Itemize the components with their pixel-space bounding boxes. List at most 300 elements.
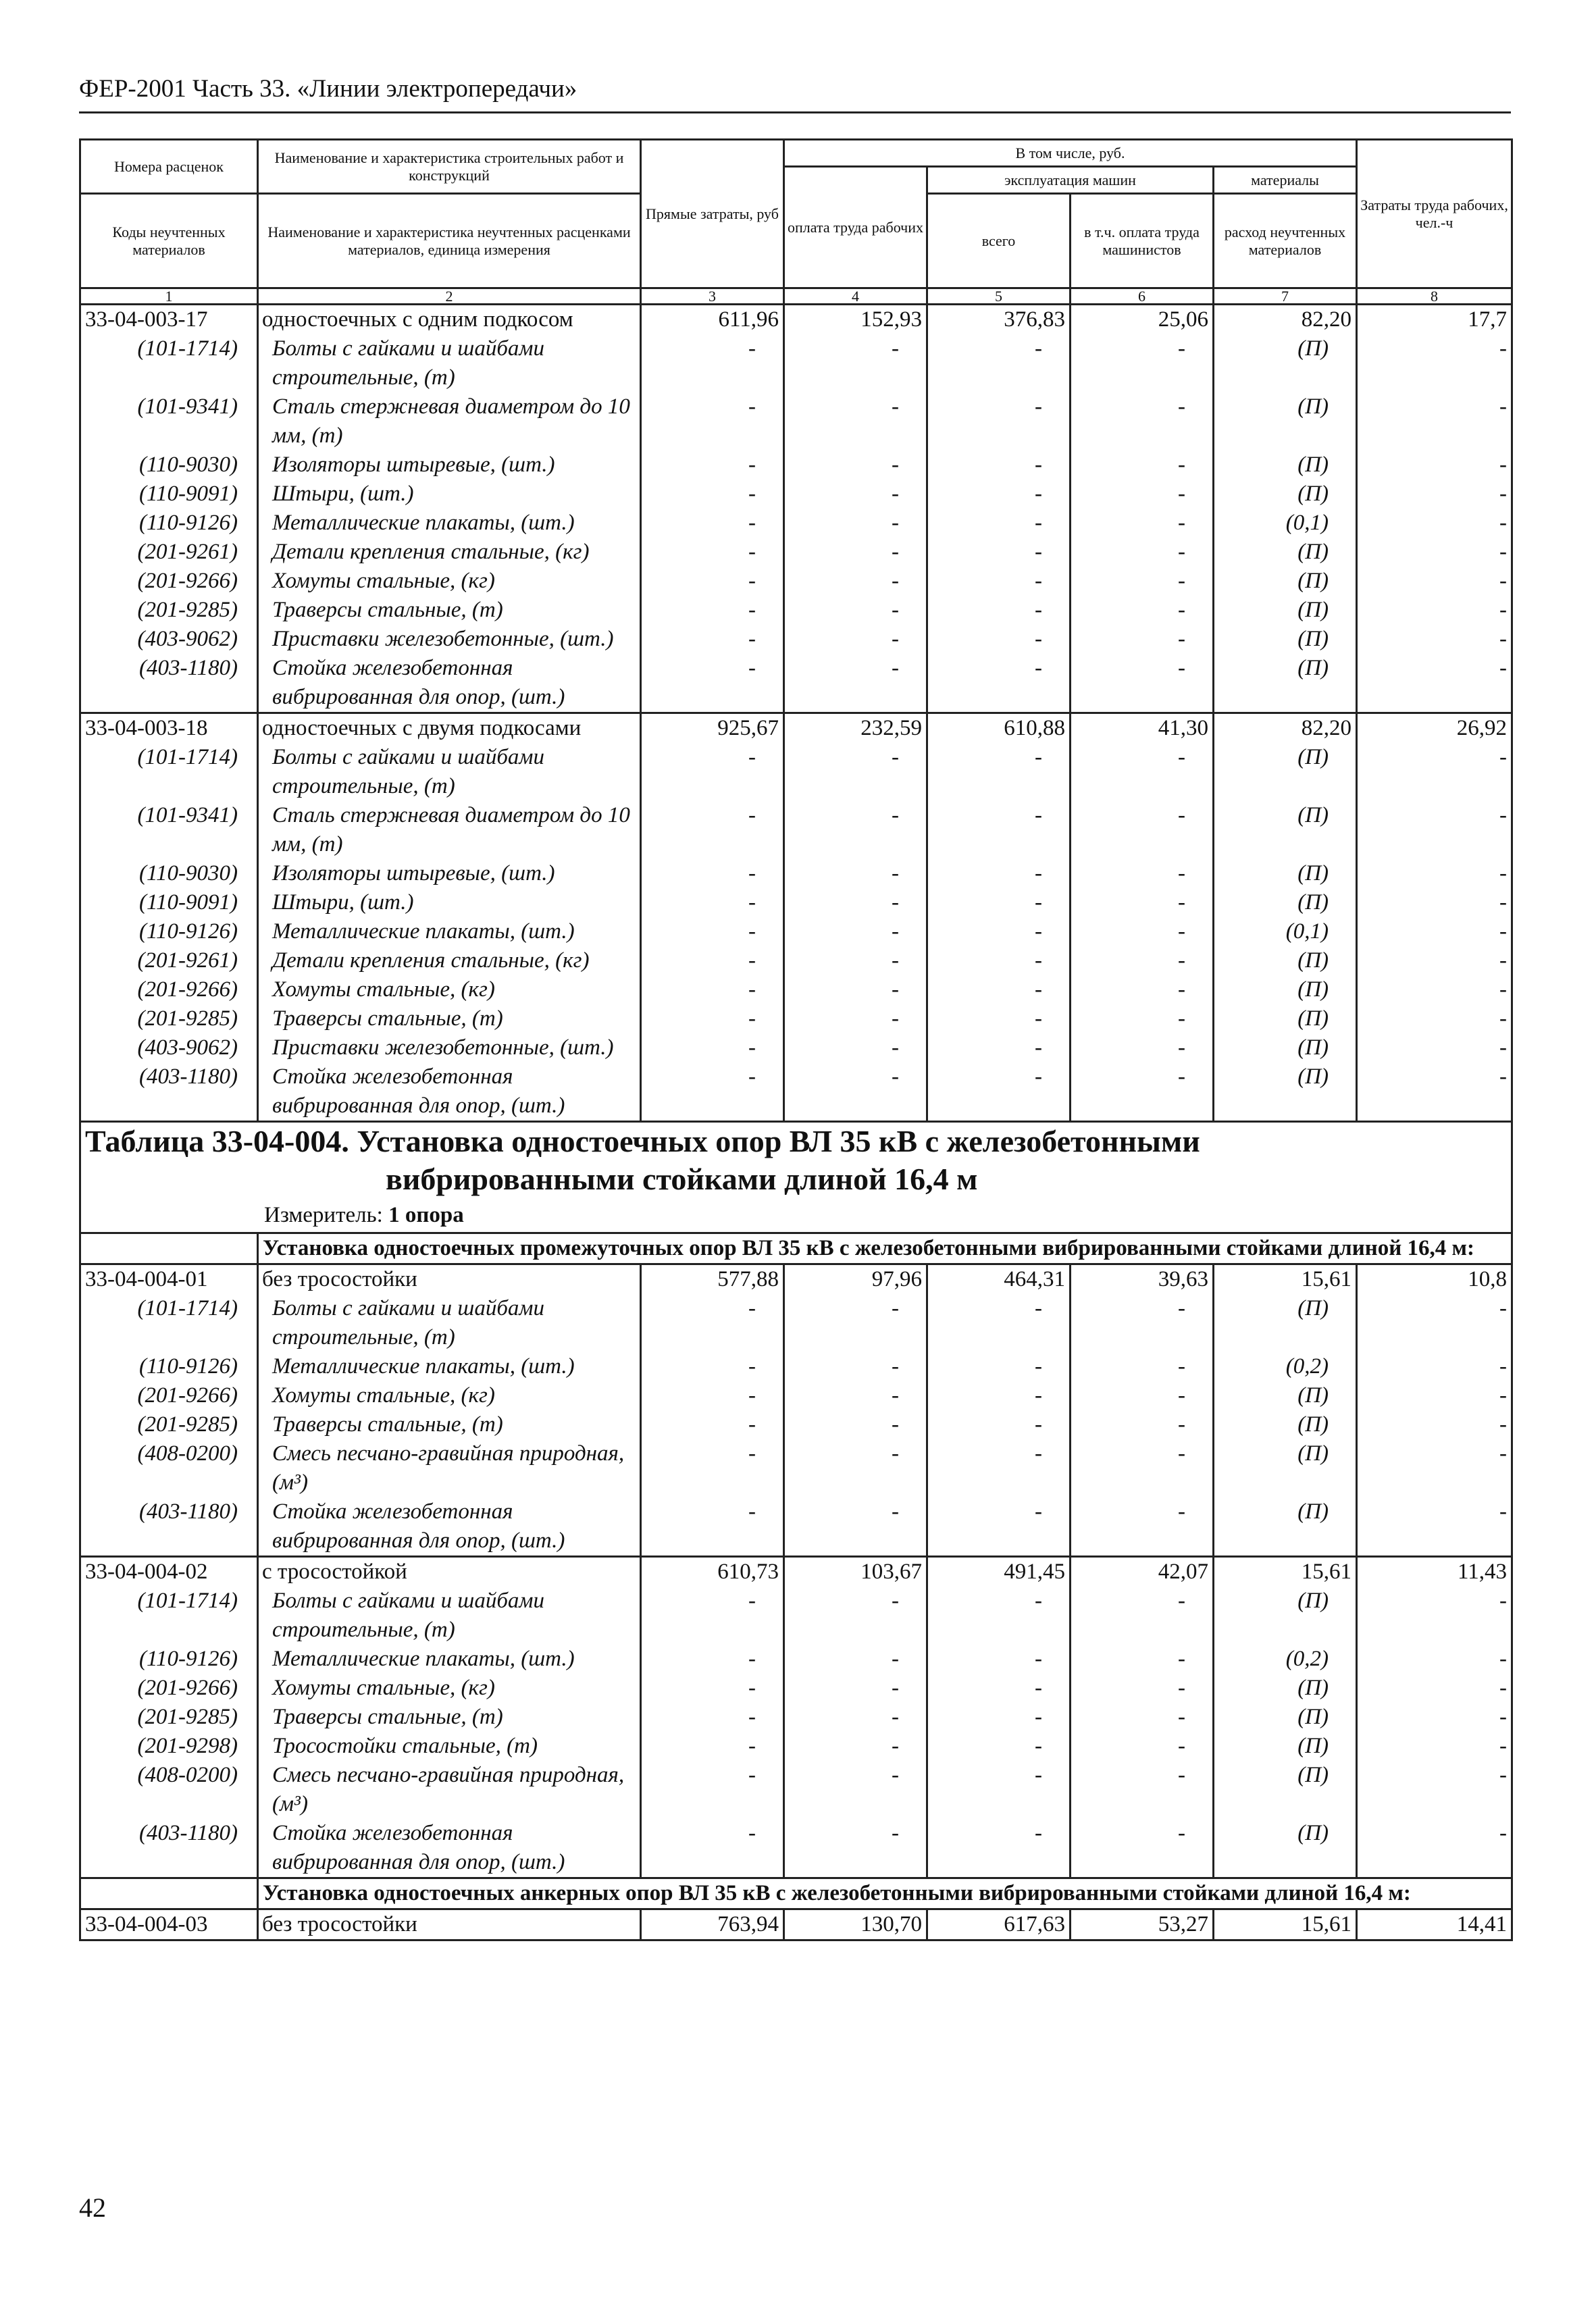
material-row	[80, 1294, 1512, 1352]
labor-hours: -	[1357, 1819, 1512, 1878]
labor-hours: -	[1357, 480, 1512, 509]
direct-cost: -	[641, 567, 784, 596]
labor-hours: -	[1357, 743, 1512, 801]
direct-cost: -	[641, 392, 784, 451]
labor-hours: 17,7	[1357, 305, 1512, 335]
material-row	[80, 567, 1512, 596]
material-row	[80, 392, 1512, 451]
materials: (0,2)	[1214, 1645, 1357, 1674]
direct-cost: -	[641, 538, 784, 567]
meter-line	[85, 1198, 1507, 1232]
col-number: 4	[784, 288, 927, 305]
machinist-pay: -	[1071, 859, 1214, 888]
labor-hours: -	[1357, 1352, 1512, 1381]
direct-cost: -	[641, 946, 784, 975]
machinist-pay: 25,06	[1071, 305, 1214, 335]
machine-total: -	[927, 917, 1071, 946]
material-code: (201-9285)	[80, 1703, 258, 1732]
machine-total: -	[927, 1439, 1071, 1497]
materials: (0,1)	[1214, 917, 1357, 946]
material-row	[80, 1732, 1512, 1761]
direct-cost: -	[641, 1381, 784, 1410]
material-name: Траверсы стальные, (т)	[258, 1410, 641, 1439]
table-body-c	[80, 1909, 1512, 1940]
page-number: 42	[79, 2192, 106, 2223]
material-name: Изоляторы штыревые, (шт.)	[258, 859, 641, 888]
section-2-block	[80, 1878, 1512, 1909]
labor-hours: -	[1357, 1761, 1512, 1819]
labor-hours: 11,43	[1357, 1557, 1512, 1587]
material-code: (101-1714)	[80, 1294, 258, 1352]
material-code: (110-9126)	[80, 509, 258, 538]
machine-total: -	[927, 392, 1071, 451]
labor-pay: -	[784, 1381, 927, 1410]
material-row	[80, 1587, 1512, 1645]
material-name: Металлические плакаты, (шт.)	[258, 509, 641, 538]
page-header: ФЕР-2001 Часть 33. «Линии электропередачи»	[79, 75, 577, 103]
material-row	[80, 1439, 1512, 1497]
head-col1-bottom: Коды неучтенных материалов	[80, 194, 258, 288]
table-title-line2: вибрированными стойками длиной 16,4 м	[386, 1162, 978, 1196]
direct-cost: -	[641, 975, 784, 1004]
material-code: (408-0200)	[80, 1761, 258, 1819]
machine-total: -	[927, 1381, 1071, 1410]
head-col3: Прямые затраты, руб	[641, 140, 784, 288]
materials: (П)	[1214, 1674, 1357, 1703]
materials: (П)	[1214, 1439, 1357, 1497]
materials: 15,61	[1214, 1909, 1357, 1940]
material-code: (110-9091)	[80, 888, 258, 917]
material-name: Смесь песчано-гравийная природная, (м³)	[258, 1761, 641, 1819]
labor-hours: -	[1357, 509, 1512, 538]
labor-hours: 26,92	[1357, 713, 1512, 744]
labor-pay: 232,59	[784, 713, 927, 744]
materials: (П)	[1214, 1819, 1357, 1878]
materials: (П)	[1214, 1732, 1357, 1761]
machine-total: -	[927, 743, 1071, 801]
material-name: Траверсы стальные, (т)	[258, 596, 641, 625]
direct-cost: -	[641, 1674, 784, 1703]
labor-pay: 97,96	[784, 1264, 927, 1295]
rate-name: с тросостойкой	[258, 1557, 641, 1587]
labor-pay: -	[784, 888, 927, 917]
direct-cost: -	[641, 451, 784, 480]
machine-total: -	[927, 946, 1071, 975]
material-name: Сталь стержневая диаметром до 10 мм, (т)	[258, 801, 641, 859]
labor-hours: -	[1357, 859, 1512, 888]
machinist-pay: -	[1071, 1761, 1214, 1819]
materials: (П)	[1214, 625, 1357, 654]
labor-pay: 152,93	[784, 305, 927, 335]
labor-pay: -	[784, 1352, 927, 1381]
machinist-pay: -	[1071, 625, 1214, 654]
machine-total: -	[927, 1410, 1071, 1439]
labor-pay: -	[784, 509, 927, 538]
machine-total: -	[927, 509, 1071, 538]
machine-total: -	[927, 859, 1071, 888]
material-row	[80, 1819, 1512, 1878]
machine-total: -	[927, 1497, 1071, 1557]
material-row	[80, 334, 1512, 392]
machine-total: -	[927, 1294, 1071, 1352]
machine-total: -	[927, 451, 1071, 480]
direct-cost: 611,96	[641, 305, 784, 335]
machinist-pay: -	[1071, 509, 1214, 538]
machine-total: -	[927, 1674, 1071, 1703]
machine-total: -	[927, 1645, 1071, 1674]
direct-cost: -	[641, 625, 784, 654]
material-name: Стойка железобетонная вибрированная для опор, (шт.)	[258, 1497, 641, 1557]
machinist-pay: -	[1071, 480, 1214, 509]
machinist-pay: -	[1071, 596, 1214, 625]
machinist-pay: -	[1071, 1645, 1214, 1674]
labor-hours: -	[1357, 625, 1512, 654]
head-col4: оплата труда рабочих	[784, 167, 927, 288]
labor-pay: -	[784, 654, 927, 713]
rate-name: одностоечных с одним подкосом	[258, 305, 641, 335]
head-col1-top: Номера расценок	[80, 140, 258, 194]
section-heading-2: Установка одностоечных анкерных опор ВЛ 35 кВ с железобетонными вибрированными стойками длиной 16,4 м:	[258, 1878, 1512, 1909]
materials: 15,61	[1214, 1264, 1357, 1295]
material-name: Изоляторы штыревые, (шт.)	[258, 451, 641, 480]
material-name: Хомуты стальные, (кг)	[258, 1381, 641, 1410]
material-name: Хомуты стальные, (кг)	[258, 975, 641, 1004]
labor-hours: -	[1357, 1674, 1512, 1703]
labor-pay: -	[784, 596, 927, 625]
labor-hours: -	[1357, 1645, 1512, 1674]
material-row	[80, 451, 1512, 480]
machinist-pay: -	[1071, 538, 1214, 567]
machinist-pay: -	[1071, 917, 1214, 946]
material-name: Детали крепления стальные, (кг)	[258, 946, 641, 975]
direct-cost: -	[641, 1410, 784, 1439]
machinist-pay: 41,30	[1071, 713, 1214, 744]
labor-hours: -	[1357, 801, 1512, 859]
direct-cost: -	[641, 1497, 784, 1557]
material-code: (110-9126)	[80, 1352, 258, 1381]
machinist-pay: -	[1071, 1062, 1214, 1122]
materials: (П)	[1214, 596, 1357, 625]
machinist-pay: -	[1071, 1381, 1214, 1410]
materials: (П)	[1214, 451, 1357, 480]
materials: (П)	[1214, 946, 1357, 975]
head-materials: материалы	[1214, 167, 1357, 194]
head-col2-top: Наименование и характеристика строительных работ и конструкций	[258, 140, 641, 194]
direct-cost: -	[641, 1004, 784, 1033]
material-row	[80, 1004, 1512, 1033]
materials: (П)	[1214, 1587, 1357, 1645]
material-row	[80, 538, 1512, 567]
materials: (П)	[1214, 1381, 1357, 1410]
material-row	[80, 743, 1512, 801]
material-code: (408-0200)	[80, 1439, 258, 1497]
direct-cost: -	[641, 509, 784, 538]
material-code: (101-1714)	[80, 743, 258, 801]
material-name: Металлические плакаты, (шт.)	[258, 917, 641, 946]
direct-cost: -	[641, 917, 784, 946]
head-col6: в т.ч. оплата труда машинистов	[1071, 194, 1214, 288]
material-name: Стойка железобетонная вибрированная для опор, (шт.)	[258, 1819, 641, 1878]
labor-pay: -	[784, 975, 927, 1004]
material-name: Приставки железобетонные, (шт.)	[258, 625, 641, 654]
direct-cost: -	[641, 1352, 784, 1381]
machine-total: -	[927, 1004, 1071, 1033]
machinist-pay: -	[1071, 1410, 1214, 1439]
header-rule	[79, 111, 1511, 113]
material-row	[80, 480, 1512, 509]
labor-hours: -	[1357, 451, 1512, 480]
material-code: (201-9266)	[80, 567, 258, 596]
rate-code: 33-04-004-02	[80, 1557, 258, 1587]
direct-cost: 577,88	[641, 1264, 784, 1295]
material-code: (403-1180)	[80, 1819, 258, 1878]
machine-total: -	[927, 1033, 1071, 1062]
material-code: (201-9285)	[80, 596, 258, 625]
rate-name: одностоечных с двумя подкосами	[258, 713, 641, 744]
material-row	[80, 1674, 1512, 1703]
labor-pay: -	[784, 1497, 927, 1557]
machinist-pay: -	[1071, 975, 1214, 1004]
materials: (П)	[1214, 538, 1357, 567]
labor-hours: -	[1357, 975, 1512, 1004]
material-code: (403-1180)	[80, 654, 258, 713]
labor-pay: -	[784, 451, 927, 480]
material-name: Штыри, (шт.)	[258, 480, 641, 509]
materials: (П)	[1214, 334, 1357, 392]
labor-pay: -	[784, 625, 927, 654]
material-name: Болты с гайками и шайбами строительные, (т)	[258, 1294, 641, 1352]
rate-row	[80, 1909, 1512, 1940]
machine-total: -	[927, 1587, 1071, 1645]
direct-cost: -	[641, 654, 784, 713]
materials: (П)	[1214, 1497, 1357, 1557]
labor-pay: -	[784, 480, 927, 509]
labor-hours: -	[1357, 1703, 1512, 1732]
machine-total: -	[927, 567, 1071, 596]
material-row	[80, 1381, 1512, 1410]
labor-hours: -	[1357, 1732, 1512, 1761]
labor-hours: -	[1357, 596, 1512, 625]
machinist-pay: 53,27	[1071, 1909, 1214, 1940]
rate-row	[80, 713, 1512, 744]
head-col8: Затраты труда рабочих, чел.-ч	[1357, 140, 1512, 288]
materials: 82,20	[1214, 305, 1357, 335]
machine-total: -	[927, 654, 1071, 713]
materials: (П)	[1214, 801, 1357, 859]
col-number: 1	[80, 288, 258, 305]
material-row	[80, 596, 1512, 625]
labor-hours: -	[1357, 888, 1512, 917]
labor-pay: -	[784, 1674, 927, 1703]
material-code: (201-9266)	[80, 1381, 258, 1410]
material-name: Металлические плакаты, (шт.)	[258, 1352, 641, 1381]
material-code: (201-9266)	[80, 975, 258, 1004]
labor-pay: -	[784, 1761, 927, 1819]
material-code: (403-1180)	[80, 1497, 258, 1557]
materials: (П)	[1214, 743, 1357, 801]
material-row	[80, 1761, 1512, 1819]
direct-cost: -	[641, 480, 784, 509]
materials: (0,2)	[1214, 1352, 1357, 1381]
material-code: (101-1714)	[80, 1587, 258, 1645]
material-row	[80, 1703, 1512, 1732]
labor-hours: -	[1357, 334, 1512, 392]
material-row	[80, 509, 1512, 538]
material-code: (201-9298)	[80, 1732, 258, 1761]
direct-cost: -	[641, 1645, 784, 1674]
machine-total: -	[927, 1732, 1071, 1761]
machine-total: 376,83	[927, 305, 1071, 335]
labor-pay: -	[784, 1033, 927, 1062]
rates-table	[79, 138, 1513, 1941]
direct-cost: 925,67	[641, 713, 784, 744]
machine-total: -	[927, 1819, 1071, 1878]
machine-total: -	[927, 334, 1071, 392]
material-name: Сталь стержневая диаметром до 10 мм, (т)	[258, 392, 641, 451]
machine-total: 464,31	[927, 1264, 1071, 1295]
labor-pay: -	[784, 1587, 927, 1645]
labor-hours: -	[1357, 567, 1512, 596]
labor-hours: -	[1357, 1062, 1512, 1122]
labor-hours: -	[1357, 1004, 1512, 1033]
material-row	[80, 1410, 1512, 1439]
material-row	[80, 1497, 1512, 1557]
material-code: (201-9266)	[80, 1674, 258, 1703]
materials: 15,61	[1214, 1557, 1357, 1587]
rate-row	[80, 305, 1512, 335]
machinist-pay: -	[1071, 1497, 1214, 1557]
labor-hours: -	[1357, 538, 1512, 567]
col-number: 7	[1214, 288, 1357, 305]
material-name: Болты с гайками и шайбами строительные, (т)	[258, 1587, 641, 1645]
material-row	[80, 946, 1512, 975]
labor-hours: -	[1357, 1410, 1512, 1439]
machine-total: -	[927, 596, 1071, 625]
material-code: (101-9341)	[80, 392, 258, 451]
labor-pay: -	[784, 1819, 927, 1878]
machinist-pay: -	[1071, 1674, 1214, 1703]
material-code: (110-9091)	[80, 480, 258, 509]
labor-pay: -	[784, 1062, 927, 1122]
direct-cost: -	[641, 743, 784, 801]
machine-total: -	[927, 888, 1071, 917]
head-machines: эксплуатация машин	[927, 167, 1214, 194]
direct-cost: -	[641, 1294, 784, 1352]
table-title-block	[80, 1122, 1512, 1264]
head-col5: всего	[927, 194, 1071, 288]
col-number: 5	[927, 288, 1071, 305]
labor-pay: -	[784, 1732, 927, 1761]
machinist-pay: 42,07	[1071, 1557, 1214, 1587]
machine-total: 491,45	[927, 1557, 1071, 1587]
labor-hours: -	[1357, 654, 1512, 713]
labor-hours: -	[1357, 1587, 1512, 1645]
materials: (П)	[1214, 975, 1357, 1004]
materials: (П)	[1214, 1294, 1357, 1352]
table-body-b	[80, 1264, 1512, 1878]
material-name: Металлические плакаты, (шт.)	[258, 1645, 641, 1674]
machinist-pay: -	[1071, 451, 1214, 480]
col-number: 2	[258, 288, 641, 305]
machinist-pay: -	[1071, 888, 1214, 917]
machine-total: -	[927, 975, 1071, 1004]
machine-total: 610,88	[927, 713, 1071, 744]
labor-hours: -	[1357, 946, 1512, 975]
material-code: (403-1180)	[80, 1062, 258, 1122]
head-group: В том числе, руб.	[784, 140, 1357, 167]
labor-hours: -	[1357, 1294, 1512, 1352]
machine-total: -	[927, 801, 1071, 859]
materials: (П)	[1214, 480, 1357, 509]
material-row	[80, 975, 1512, 1004]
material-row	[80, 888, 1512, 917]
material-code: (101-1714)	[80, 334, 258, 392]
material-code: (201-9261)	[80, 946, 258, 975]
materials: 82,20	[1214, 713, 1357, 744]
labor-pay: -	[784, 334, 927, 392]
labor-pay: -	[784, 1294, 927, 1352]
machinist-pay: -	[1071, 392, 1214, 451]
material-name: Болты с гайками и шайбами строительные, (т)	[258, 334, 641, 392]
machine-total: -	[927, 1062, 1071, 1122]
machinist-pay: -	[1071, 1819, 1214, 1878]
material-row	[80, 859, 1512, 888]
machinist-pay: -	[1071, 946, 1214, 975]
rate-code: 33-04-003-17	[80, 305, 258, 335]
materials: (0,1)	[1214, 509, 1357, 538]
direct-cost: -	[641, 596, 784, 625]
labor-hours: -	[1357, 392, 1512, 451]
machinist-pay: 39,63	[1071, 1264, 1214, 1295]
rate-row	[80, 1557, 1512, 1587]
labor-hours: -	[1357, 1033, 1512, 1062]
material-row	[80, 625, 1512, 654]
materials: (П)	[1214, 1761, 1357, 1819]
labor-pay: -	[784, 743, 927, 801]
rate-name: без тросостойки	[258, 1909, 641, 1940]
machine-total: -	[927, 480, 1071, 509]
direct-cost: 610,73	[641, 1557, 784, 1587]
material-name: Приставки железобетонные, (шт.)	[258, 1033, 641, 1062]
material-code: (201-9261)	[80, 538, 258, 567]
machinist-pay: -	[1071, 1587, 1214, 1645]
machinist-pay: -	[1071, 1439, 1214, 1497]
materials: (П)	[1214, 1062, 1357, 1122]
machinist-pay: -	[1071, 1732, 1214, 1761]
direct-cost: -	[641, 1062, 784, 1122]
material-row	[80, 917, 1512, 946]
col-number: 3	[641, 288, 784, 305]
machine-total: -	[927, 1703, 1071, 1732]
materials: (П)	[1214, 567, 1357, 596]
labor-hours: -	[1357, 1381, 1512, 1410]
material-code: (101-9341)	[80, 801, 258, 859]
machine-total: -	[927, 538, 1071, 567]
direct-cost: -	[641, 1703, 784, 1732]
rate-code: 33-04-003-18	[80, 713, 258, 744]
labor-pay: -	[784, 859, 927, 888]
labor-pay: -	[784, 1703, 927, 1732]
materials: (П)	[1214, 392, 1357, 451]
direct-cost: -	[641, 1761, 784, 1819]
direct-cost: -	[641, 801, 784, 859]
rate-name: без тросостойки	[258, 1264, 641, 1295]
material-row	[80, 801, 1512, 859]
section-spacer	[80, 1878, 258, 1909]
material-row	[80, 1033, 1512, 1062]
machinist-pay: -	[1071, 801, 1214, 859]
machinist-pay: -	[1071, 1703, 1214, 1732]
